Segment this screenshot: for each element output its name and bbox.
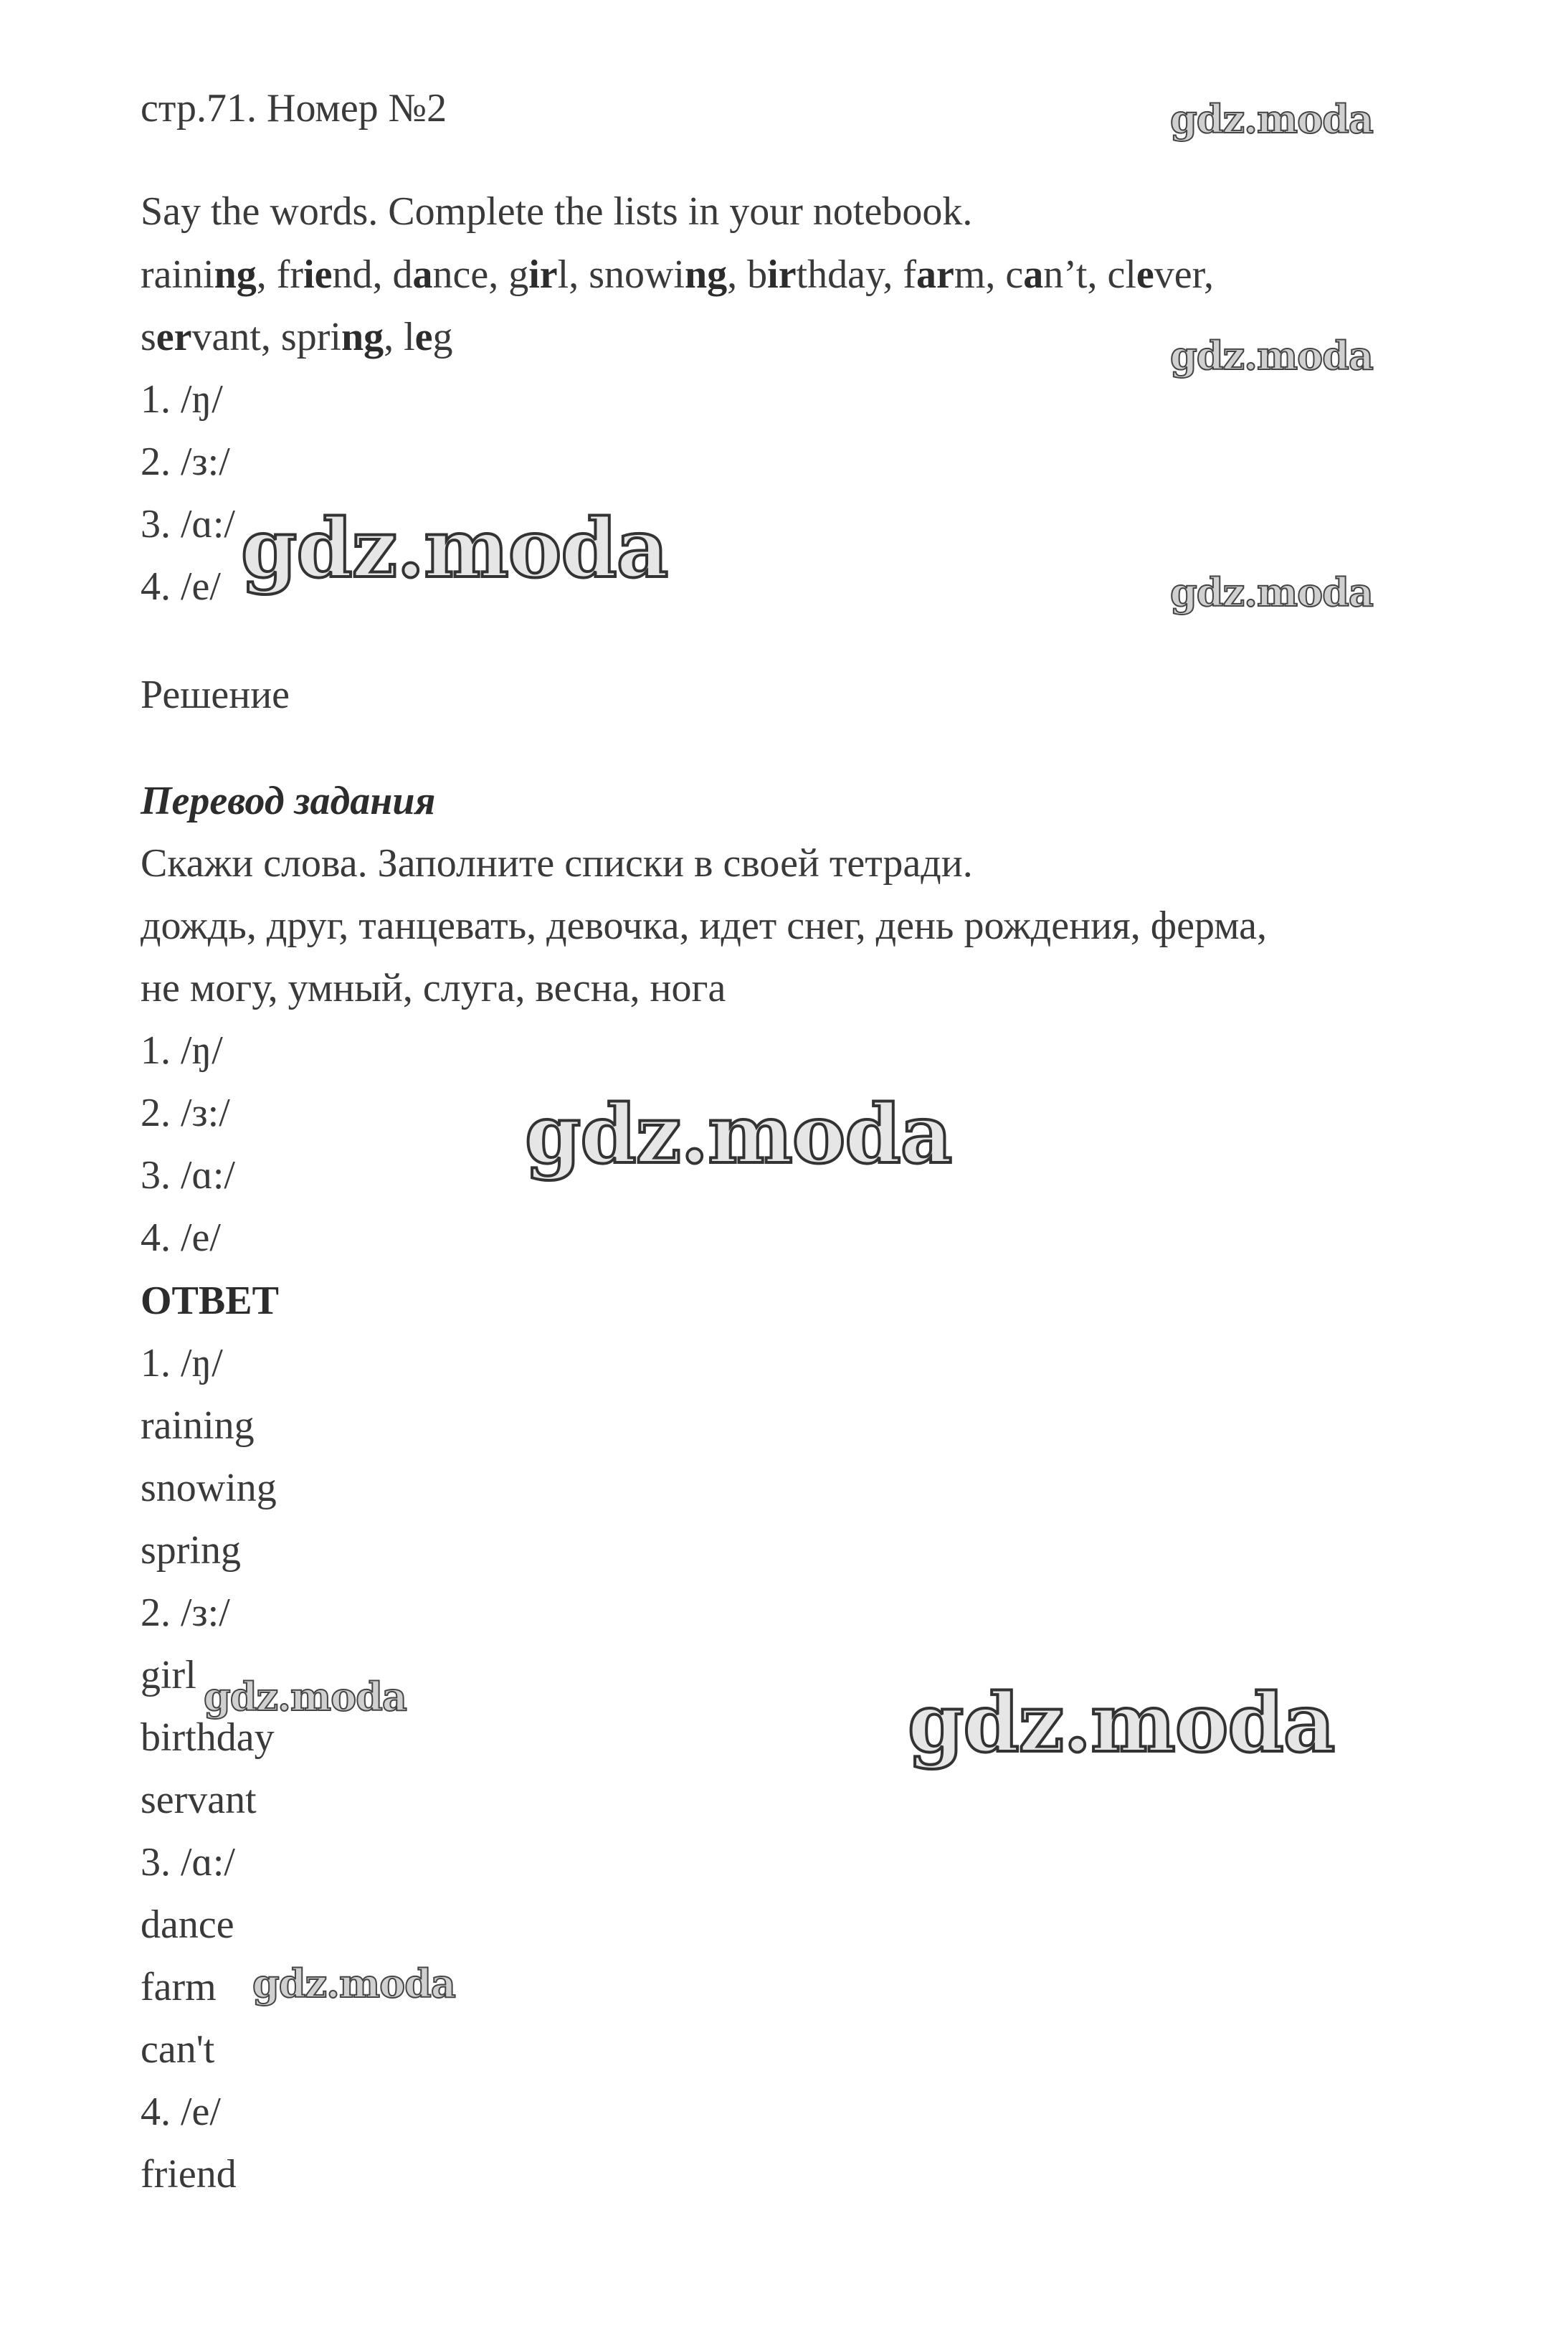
page-title: стр.71. Номер №2 [141, 86, 447, 131]
answer-line: birthday [141, 1715, 275, 1760]
watermark: gdz.moda [525, 1088, 952, 1182]
highlighted-letters: ng [214, 252, 257, 297]
answer-line: farm [141, 1965, 217, 2009]
watermark: gdz.moda [908, 1677, 1335, 1771]
watermark: gdz.moda [252, 1961, 455, 2006]
answer-line: 4. /e/ [141, 2090, 221, 2134]
answer-line: snowing [141, 1466, 277, 1510]
translation-instruction: Скажи слова. Заполните списки в своей тетради. [141, 841, 973, 886]
translation-sound-3: 3. /ɑ:/ [141, 1153, 235, 1198]
word-text: raini [141, 252, 214, 297]
highlighted-letters: ir [528, 252, 558, 297]
highlighted-letters: ir [767, 252, 797, 297]
task-sound-2: 2. /з:/ [141, 440, 230, 484]
answer-line: friend [141, 2152, 237, 2196]
highlighted-letters: ng [341, 315, 384, 359]
word-text: l, snowi [557, 252, 685, 297]
translation-sound-4: 4. /e/ [141, 1215, 221, 1260]
answer-line: dance [141, 1902, 234, 1947]
answer-line: 1. /ŋ/ [141, 1341, 223, 1385]
answer-line: raining [141, 1403, 255, 1448]
word-text: thday, f [796, 252, 917, 297]
word-text: g [432, 315, 453, 359]
word-text: vant, spri [191, 315, 341, 359]
highlighted-letters: e [1136, 252, 1154, 297]
answer-line: 3. /ɑ:/ [141, 1840, 235, 1885]
translation-words-line-1: дождь, друг, танцевать, девочка, идет снег, день рождения, ферма, [141, 904, 1268, 948]
solution-heading: Решение [141, 673, 290, 717]
watermark: gdz.moda [241, 502, 668, 596]
word-text: n’t, cl [1043, 252, 1136, 297]
task-words-line-1 [141, 251, 1214, 298]
task-sound-1: 1. /ŋ/ [141, 377, 223, 422]
word-text: nce, g [432, 252, 529, 297]
answer-line: servant [141, 1778, 257, 1822]
task-sound-4: 4. /e/ [141, 564, 221, 609]
answer-line: girl [141, 1653, 196, 1697]
translation-heading: Перевод задания [141, 779, 436, 823]
answer-line: spring [141, 1528, 241, 1573]
highlighted-letters: e [414, 315, 433, 359]
task-instruction: Say the words. Complete the lists in your notebook. [141, 189, 973, 234]
word-text: , l [384, 315, 415, 359]
watermark: gdz.moda [1170, 569, 1373, 615]
translation-sound-2: 2. /з:/ [141, 1091, 230, 1135]
watermark: gdz.moda [1170, 96, 1373, 142]
word-text: m, c [954, 252, 1024, 297]
task-sound-3: 3. /ɑ:/ [141, 502, 235, 546]
highlighted-letters: er [156, 315, 192, 359]
translation-sound-1: 1. /ŋ/ [141, 1028, 223, 1073]
word-text: , fr [256, 252, 304, 297]
answer-line: can't [141, 2027, 215, 2072]
answer-heading: ОТВЕТ [141, 1279, 279, 1323]
word-text: ver, [1154, 252, 1215, 297]
highlighted-letters: ng [685, 252, 728, 297]
highlighted-letters: ar [916, 252, 954, 297]
word-text: nd, d [332, 252, 413, 297]
watermark: gdz.moda [1170, 333, 1373, 379]
word-text: , b [727, 252, 768, 297]
highlighted-letters: a [412, 252, 433, 297]
answer-line: 2. /з:/ [141, 1591, 230, 1635]
highlighted-letters: ie [303, 252, 333, 297]
translation-words-line-2: не могу, умный, слуга, весна, нога [141, 966, 726, 1010]
watermark: gdz.moda [204, 1674, 407, 1720]
highlighted-letters: a [1023, 252, 1044, 297]
task-words-line-2 [141, 313, 453, 361]
word-text: s [141, 315, 156, 359]
